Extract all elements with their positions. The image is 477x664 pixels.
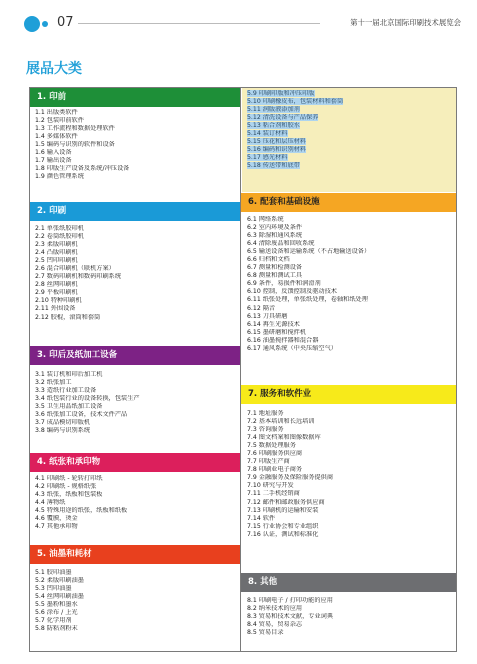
list-item: 5.16 编码和识别材料 [247, 146, 307, 154]
category-7-list [247, 410, 333, 539]
list-item: 5.2 柔版印刷油墨 [35, 577, 84, 585]
list-item: 1.6 输入设备 [35, 149, 72, 157]
list-item: 4.5 特殊用途的纸张，纸板和纸板 [35, 507, 128, 515]
list-item: 7.12 邮件和邮政服务供应商 [247, 498, 325, 506]
list-item: 2.11 外围设备 [35, 305, 76, 313]
list-item: 6.4 清除废品和回收系统 [247, 240, 315, 248]
list-item: 1.2 包装印前软件 [35, 117, 84, 125]
page-number: 07 [57, 15, 74, 30]
list-item: 5.15 压花和层压材料 [247, 138, 307, 146]
list-item: 6.17 通风系统（中央压缩空气） [247, 344, 337, 352]
list-item: 1.4 多媒体软件 [35, 133, 78, 141]
list-item: 5.4 丝网印刷油墨 [35, 593, 84, 601]
list-item: 2.2 卷筒纸胶印机 [35, 233, 84, 241]
header-rule [78, 23, 320, 24]
list-item: 3.7 成品模切印版机 [35, 419, 91, 427]
list-item: 6.11 纸张处理，单张纸处理，卷轴和纸处理 [247, 296, 368, 304]
list-item: 2.12 胶棍，滚筒和套筒 [35, 313, 101, 321]
list-item: 4.2 印刷纸 - 规格纸张 [35, 483, 97, 491]
list-item: 2.8 丝网印刷机 [35, 281, 78, 289]
list-item: 6.16 油墨搅拌器和混合器 [247, 336, 319, 344]
list-item: 6.9 条件，易损件和润滑剂 [247, 280, 321, 288]
list-item: 7.15 行业协会和专业组织 [247, 522, 319, 530]
list-item: 3.3 造纸行业加工设备 [35, 387, 97, 395]
list-item: 7.13 印刷机的运输和安装 [247, 506, 319, 514]
list-item: 7.4 图文档案和图像数据库 [247, 434, 321, 442]
category-4-header: 4. 纸张和承印物 [30, 453, 240, 472]
list-item: 6.14 再生光源技术 [247, 320, 300, 328]
list-item: 3.5 卫生用品纸加工设备 [35, 403, 103, 411]
list-item: 5.5 墨粉和墨水 [35, 601, 78, 609]
header-title: 第十一届北京国际印刷技术展览会 [350, 18, 461, 27]
list-item: 2.6 混合印刷机（联机方案） [35, 265, 115, 273]
list-item: 6.6 归档和文档 [247, 256, 290, 264]
list-item: 3.6 纸张加工设备，技术文件产品 [35, 411, 128, 419]
list-item: 3.2 纸张加工 [35, 379, 72, 387]
category-8-list [247, 597, 333, 637]
list-item: 8.2 纳米技术的应用 [247, 605, 303, 613]
list-item: 4.4 薄物纸 [35, 499, 66, 507]
list-item: 2.4 凸版印刷机 [35, 249, 78, 257]
category-7-header: 7. 服务和软件业 [241, 385, 456, 404]
list-item: 8.5 贸易目录 [247, 629, 284, 637]
list-item: 7.7 印版生产商 [247, 458, 290, 466]
list-item: 6.10 控制，反馈控制及驱动技术 [247, 288, 337, 296]
list-item: 2.1 单张纸胶印机 [35, 225, 84, 232]
list-item: 1.8 印版生产设备及系统/冲压设备 [35, 165, 130, 173]
list-item: 2.9 平板印刷机 [35, 289, 78, 297]
list-item: 5.11 润版液添加剂 [247, 106, 300, 114]
category-1-header: 1. 印前 [30, 88, 240, 107]
list-item: 5.13 粘合剂和胶水 [247, 122, 300, 130]
list-item: 2.7 数码印刷机和数码印刷系统 [35, 273, 122, 281]
list-item: 1.1 出版类软件 [35, 109, 78, 116]
category-1-list [35, 109, 129, 181]
list-item: 7.1 地址服务 [247, 410, 284, 417]
list-item: 4.6 覆膜，烫金 [35, 515, 78, 523]
list-item: 8.4 贸易，贸易杂志 [247, 621, 303, 629]
list-item: 6.3 除湿和通风系统 [247, 232, 303, 240]
list-item: 6.2 室内环境及条件 [247, 224, 303, 232]
list-item: 6.12 隔音 [247, 304, 276, 312]
list-item: 5.8 防粘剂粉末 [35, 625, 78, 633]
list-item: 7.9 金融服务及保险服务提供商 [247, 474, 334, 482]
list-item: 2.10 特种印刷机 [35, 297, 82, 305]
list-item: 3.1 装订机和印后加工机 [35, 371, 103, 378]
list-item: 6.7 测量和检测设备 [247, 264, 303, 272]
list-item: 7.16 认证，测试和标准化 [247, 530, 319, 538]
list-item: 6.13 刀具研磨 [247, 312, 288, 320]
list-item: 5.3 凹印油墨 [35, 585, 72, 593]
header-dot-large [24, 16, 40, 32]
list-item: 5.9 印刷印版和冲压印版 [247, 90, 315, 97]
list-item: 7.2 基本培训和长远培训 [247, 418, 315, 426]
column-divider [240, 87, 241, 652]
list-item: 5.17 感光材料 [247, 154, 288, 162]
category-2-list [35, 225, 121, 322]
list-item: 4.1 印刷纸 - 轮转打印纸 [35, 475, 103, 482]
list-item: 3.8 编码与识别系统 [35, 427, 91, 435]
list-item: 7.11 二手机经销商 [247, 490, 300, 498]
list-item: 6.5 输送设备和运输系统（不占地输送设备） [247, 248, 371, 256]
list-item: 6.1 网络系统 [247, 216, 284, 223]
list-item: 5.10 印刷橡皮布，包装材料和套筒 [247, 98, 344, 106]
list-item: 5.1 胶印油墨 [35, 569, 72, 576]
section-title: 展品大类 [26, 61, 82, 77]
list-item: 8.3 贸易和技术文献，专业词典 [247, 613, 334, 621]
list-item: 1.7 输出设备 [35, 157, 72, 165]
list-item: 1.3 工作流程和数据处理软件 [35, 125, 115, 133]
category-5-list [35, 569, 84, 633]
list-item: 5.14 装订材料 [247, 130, 288, 138]
list-item: 1.5 编码与识别的软件和设备 [35, 141, 115, 149]
list-item: 7.8 印刷业电子商务 [247, 466, 303, 474]
list-item: 4.7 其他承印物 [35, 523, 78, 531]
page-header [0, 0, 477, 40]
category-5-continued-list [247, 90, 343, 170]
list-item: 5.7 化学用剂 [35, 617, 72, 625]
list-item: 7.6 印刷服务供应商 [247, 450, 303, 458]
list-item: 7.10 研究与开发 [247, 482, 294, 490]
list-item: 1.9 颜色管理系统 [35, 173, 84, 181]
header-dot-small [42, 21, 48, 27]
list-item: 6.8 测量和测试工具 [247, 272, 303, 280]
list-item: 5.12 清洗设备与产品保养 [247, 114, 319, 122]
list-item: 5.6 涂布 / 上光 [35, 609, 78, 617]
category-8-header: 8. 其他 [241, 573, 456, 592]
category-2-header: 2. 印刷 [30, 202, 240, 221]
category-3-list [35, 371, 140, 435]
list-item: 8.1 印刷电子 / 打印功能的应用 [247, 597, 333, 604]
category-6-list [247, 216, 370, 353]
list-item: 7.14 软件 [247, 514, 276, 522]
list-item: 4.3 纸张，纸板和包装板 [35, 491, 103, 499]
category-3-header: 3. 印后及纸加工设备 [30, 346, 240, 365]
list-item: 6.15 墨研磨和搅拌机 [247, 328, 307, 336]
category-6-header: 6. 配套和基础设施 [241, 193, 456, 212]
category-5-header: 5. 油墨和耗材 [30, 545, 240, 564]
category-4-list [35, 475, 127, 531]
list-item: 2.5 凹印印刷机 [35, 257, 78, 265]
list-item: 3.4 纸包装行业的设备转换，包装生产 [35, 395, 140, 403]
list-item: 7.5 数据处理服务 [247, 442, 296, 450]
list-item: 5.18 传送带和底带 [247, 162, 300, 170]
list-item: 2.3 柔版印刷机 [35, 241, 78, 249]
list-item: 7.3 咨询服务 [247, 426, 284, 434]
